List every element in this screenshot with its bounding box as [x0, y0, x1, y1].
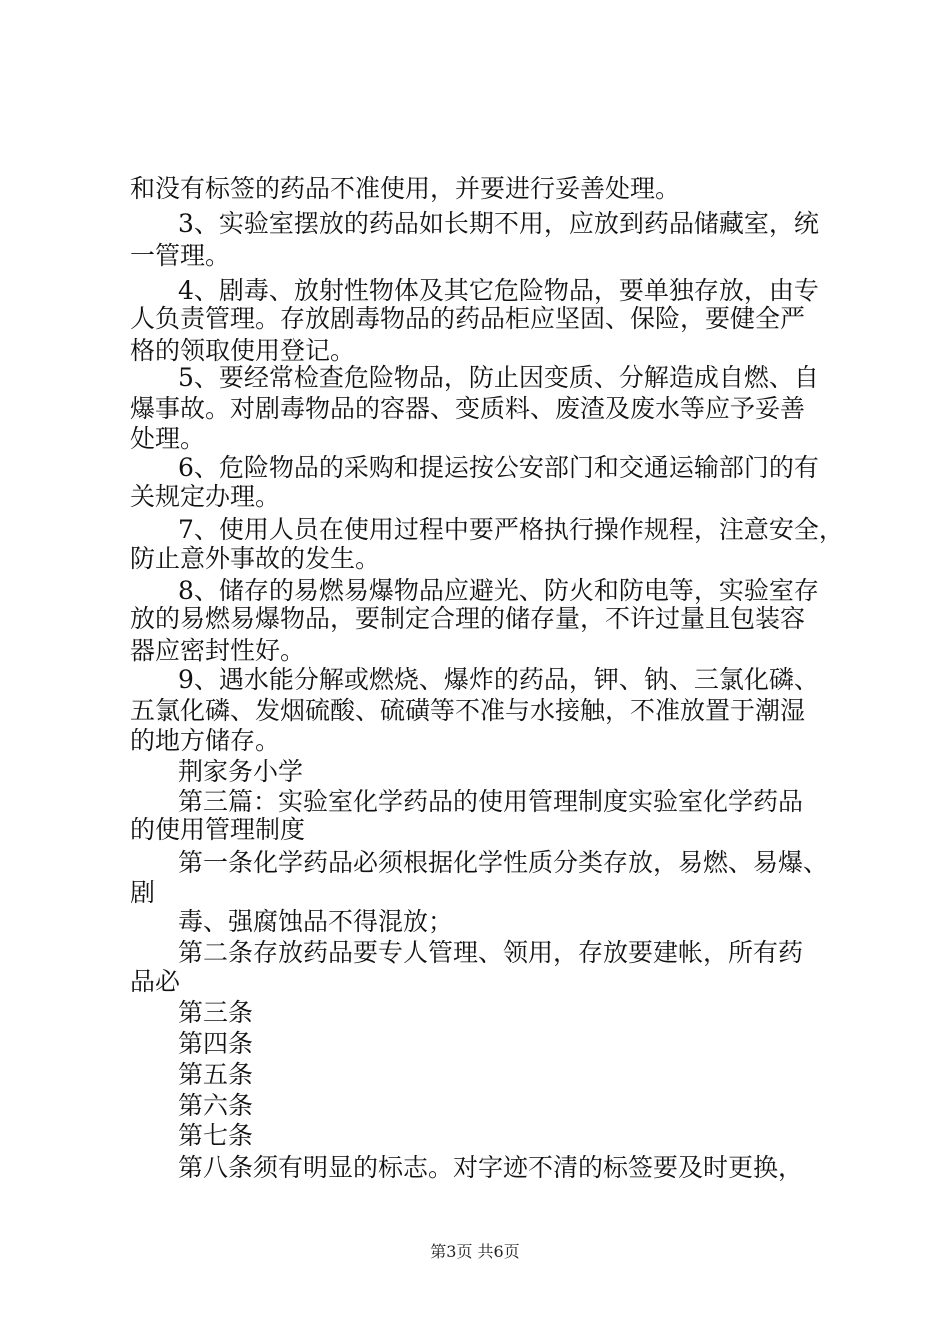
page-footer	[0, 1242, 950, 1262]
text-line: 5、要经常检查危险物品，防止因变质、分解造成自燃、自	[178, 363, 819, 392]
text-line: 的地方储存。	[130, 726, 281, 755]
text-line: 第五条	[178, 1060, 254, 1089]
text-line: 剧	[130, 878, 156, 907]
text-line: 6、危险物品的采购和提运按公安部门和交通运输部门的有	[178, 453, 819, 482]
text-line: 7、使用人员在使用过程中要严格执行操作规程，注意安全，	[178, 515, 844, 544]
text-line: 毒、强腐蚀品不得混放；	[178, 907, 454, 936]
text-line: 格的领取使用登记。	[130, 336, 356, 365]
page-number: 第3页 共6页	[430, 1242, 520, 1261]
text-line: 第一条化学药品必须根据化学性质分类存放，易燃、易爆、	[178, 848, 829, 877]
text-line: 第四条	[178, 1029, 254, 1058]
text-line: 第八条须有明显的标志。对字迹不清的标签要及时更换，	[178, 1153, 804, 1182]
text-line: 8、储存的易燃易爆物品应避光、防火和防电等，实验室存	[178, 576, 819, 605]
text-line: 3、实验室摆放的药品如长期不用，应放到药品储藏室，统	[178, 209, 819, 238]
text-line: 一管理。	[130, 241, 231, 270]
text-line: 和没有标签的药品不准使用，并要进行妥善处理。	[130, 174, 681, 203]
text-line: 9、遇水能分解或燃烧、爆炸的药品，钾、钠、三氯化磷、	[178, 665, 819, 694]
text-line: 第二条存放药品要专人管理、领用，存放要建帐，所有药	[178, 938, 804, 967]
text-line: 荆家务小学	[178, 757, 304, 786]
text-line: 器应密封性好。	[130, 636, 306, 665]
text-line: 4、剧毒、放射性物体及其它危险物品，要单独存放，由专	[178, 276, 819, 305]
text-line: 品必	[130, 967, 181, 996]
text-line: 防止意外事故的发生。	[130, 544, 381, 573]
text-line: 第六条	[178, 1091, 254, 1120]
text-line: 放的易燃易爆物品，要制定合理的储存量，不许过量且包装容	[130, 604, 806, 633]
text-line: 处理。	[130, 424, 206, 453]
text-line: 第三篇：实验室化学药品的使用管理制度实验室化学药品	[178, 787, 804, 816]
text-line: 爆事故。对剧毒物品的容器、变质料、废渣及废水等应予妥善	[130, 394, 806, 423]
text-line: 第三条	[178, 998, 254, 1027]
text-line: 五氯化磷、发烟硫酸、硫磺等不准与水接触，不准放置于潮湿	[130, 696, 806, 725]
text-line: 关规定办理。	[130, 482, 281, 511]
text-line: 人负责管理。存放剧毒物品的药品柜应坚固、保险，要健全严	[130, 304, 806, 333]
text-line: 的使用管理制度	[130, 815, 306, 844]
text-line: 第七条	[178, 1121, 254, 1150]
